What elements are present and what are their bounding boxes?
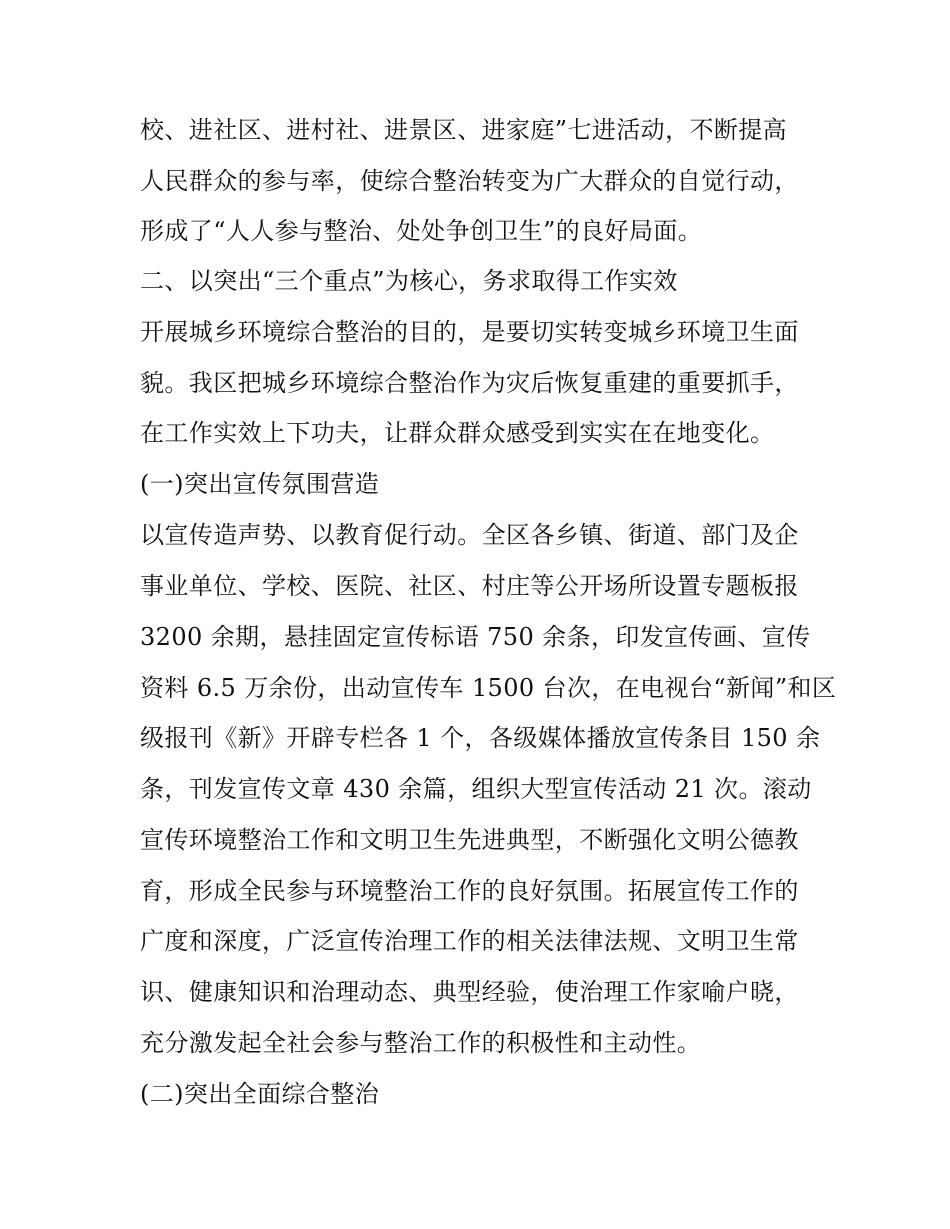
text-line-9: 以宣传造声势、以教育促行动。全区各乡镇、街道、部门及企 (140, 521, 799, 549)
text-line-7: 在工作实效上下功夫，让群众群众感受到实实在在地变化。 (140, 419, 775, 447)
text-line-12: 资料 6.5 万余份，出动宣传车 1500 台次，在电视台“新闻”和区 (140, 674, 837, 702)
text-line-16: 育，形成全民参与环境整治工作的良好氛围。拓展宣传工作的 (140, 877, 799, 905)
text-line-18: 识、健康知识和治理动态、典型经验，使治理工作家喻户晓， (140, 978, 799, 1006)
subsection-heading-2: (二)突出全面综合整治 (140, 1080, 380, 1108)
text-line-11: 3200 余期，悬挂固定宣传标语 750 余条，印发宣传画、宣传 (140, 623, 811, 651)
text-line-6: 貌。我区把城乡环境综合整治作为灾后恢复重建的重要抓手， (140, 369, 799, 397)
text-line-2: 人民群众的参与率，使综合整治转变为广大群众的自觉行动， (140, 167, 799, 195)
text-line-10: 事业单位、学校、医院、社区、村庄等公开场所设置专题板报 (140, 572, 799, 600)
text-line-17: 广度和深度，广泛宣传治理工作的相关法律法规、文明卫生常 (140, 927, 799, 955)
text-line-3: 形成了“人人参与整治、处处争创卫生”的良好局面。 (140, 217, 703, 245)
subsection-heading-1: (一)突出宣传氛围营造 (140, 470, 380, 498)
text-line-5: 开展城乡环境综合整治的目的，是要切实转变城乡环境卫生面 (140, 318, 799, 346)
text-line-19: 充分激发起全社会参与整治工作的积极性和主动性。 (140, 1029, 702, 1057)
text-line-15: 宣传环境整治工作和文明卫生先进典型，不断强化文明公德教 (140, 826, 799, 854)
text-line-13: 级报刊《新》开辟专栏各 1 个，各级媒体播放宣传条目 150 余 (140, 724, 821, 752)
text-line-14: 条，刊发宣传文章 430 余篇，组织大型宣传活动 21 次。滚动 (140, 775, 812, 803)
text-line-1: 校、进社区、进村社、进景区、进家庭”七进活动，不断提高 (140, 116, 788, 144)
section-heading-2: 二、以突出“三个重点”为核心，务求取得工作实效 (140, 267, 678, 295)
